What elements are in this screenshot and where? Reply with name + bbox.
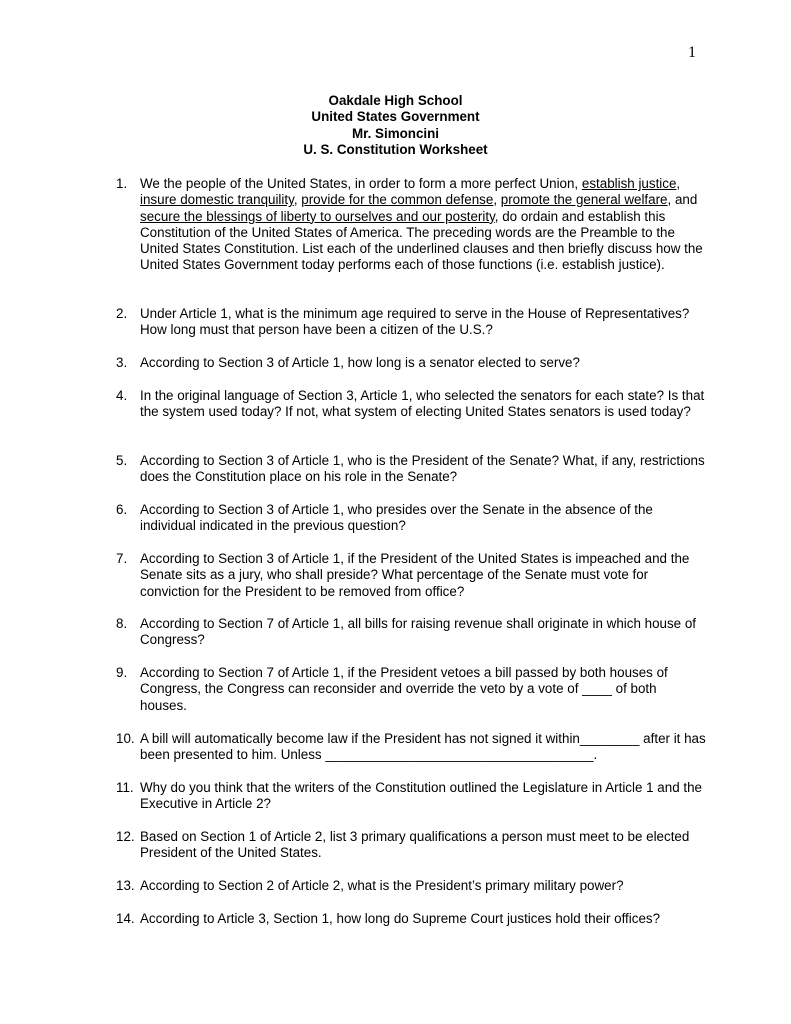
underlined-clause: establish justice bbox=[581, 176, 677, 191]
worksheet-header bbox=[0, 93, 791, 158]
question-text: According to Section 7 of Article 1, all bills for raising revenue shall originate in which house of Congress? bbox=[140, 616, 697, 648]
question-text: According to Section 7 of Article 1, if the President vetoes a bill passed by both houses of Congress, the Congress can reconsider and override the veto by a vote of ____ of both houses. bbox=[140, 665, 668, 713]
teacher-name: Mr. Simoncini bbox=[351, 125, 440, 141]
question-number: 10. bbox=[116, 731, 135, 746]
question-number: 4. bbox=[116, 388, 128, 403]
text-run: , and bbox=[667, 192, 698, 208]
text-run: We the people of the United States, in order to form a more perfect Union, bbox=[140, 176, 582, 191]
question-number: 13. bbox=[116, 878, 135, 893]
question-11 bbox=[116, 780, 706, 813]
question-number: 1. bbox=[116, 176, 128, 191]
question-12 bbox=[116, 829, 706, 862]
text-run: , bbox=[293, 192, 302, 208]
question-7 bbox=[116, 551, 706, 600]
question-10 bbox=[116, 731, 706, 764]
question-9 bbox=[116, 665, 706, 714]
question-number: 5. bbox=[116, 453, 128, 468]
question-14 bbox=[116, 911, 706, 927]
question-text: A bill will automatically become law if the President has not signed it within________ after it has been presented to him. Unless ____________________________________. bbox=[140, 731, 706, 763]
question-number: 14. bbox=[116, 911, 135, 926]
underlined-clause: insure domestic tranquility bbox=[140, 192, 294, 208]
question-text: Why do you think that the writers of the Constitution outlined the Legislature in Article 1 and the Executive in Article 2? bbox=[140, 780, 702, 812]
question-13 bbox=[116, 878, 706, 894]
worksheet-title: U. S. Constitution Worksheet bbox=[303, 141, 488, 157]
question-number: 11. bbox=[116, 780, 134, 795]
question-2 bbox=[116, 306, 706, 339]
question-text: According to Section 3 of Article 1, who is the President of the Senate? What, if any, restrictions does the Constitution place on his role in the Senate? bbox=[140, 453, 705, 485]
page-number: 1 bbox=[688, 44, 696, 61]
course-name: United States Government bbox=[311, 109, 480, 125]
question-text: According to Section 3 of Article 1, if the President of the United States is impeached and the Senate sits as a jury, who shall preside? What percentage of the Senate must vote for conviction for the President to be removed from office? bbox=[140, 551, 690, 599]
question-8 bbox=[116, 616, 706, 649]
question-text: Under Article 1, what is the minimum age required to serve in the House of Representatives? How long must that person have been a citizen of the U.S.? bbox=[140, 306, 690, 338]
question-number: 2. bbox=[116, 306, 128, 321]
question-3 bbox=[116, 355, 706, 371]
question-number: 9. bbox=[116, 665, 128, 680]
question-number: 6. bbox=[116, 502, 128, 517]
question-number: 7. bbox=[116, 551, 128, 566]
question-text: Based on Section 1 of Article 2, list 3 primary qualifications a person must meet to be elected President of the United States. bbox=[140, 829, 690, 861]
question-5 bbox=[116, 453, 706, 486]
text-run: , bbox=[676, 176, 681, 191]
text-run: , do ordain and establish this Constitution of the United States of America. The preceding words are the Preamble to the United States Constitution. List each of the underlined clauses and then briefly discuss how the United States Government today performs each of those functions (i.e. establish justice). bbox=[140, 208, 703, 273]
text-run: , bbox=[493, 192, 501, 208]
underlined-clause: provide for the common defense bbox=[301, 192, 494, 208]
question-text: According to Section 2 of Article 2, what is the President’s primary military power? bbox=[140, 878, 624, 893]
question-4 bbox=[116, 388, 706, 421]
question-1 bbox=[116, 176, 706, 274]
question-text: According to Section 3 of Article 1, who presides over the Senate in the absence of the individual indicated in the previous question? bbox=[140, 502, 653, 534]
question-text: According to Article 3, Section 1, how long do Supreme Court justices hold their offices? bbox=[140, 911, 661, 926]
question-text bbox=[140, 176, 706, 274]
question-number: 12. bbox=[116, 829, 135, 844]
underlined-clause: secure the blessings of liberty to ourselves and our posterity bbox=[140, 208, 495, 224]
question-number: 8. bbox=[116, 616, 128, 631]
question-number: 3. bbox=[116, 355, 128, 370]
question-text: In the original language of Section 3, Article 1, who selected the senators for each state? Is that the system used today? If not, what system of electing United States senators is used today? bbox=[140, 388, 705, 420]
question-text: According to Section 3 of Article 1, how long is a senator elected to serve? bbox=[140, 355, 580, 370]
underlined-clause: promote the general welfare bbox=[500, 192, 668, 208]
school-name: Oakdale High School bbox=[328, 93, 463, 108]
question-6 bbox=[116, 502, 706, 535]
